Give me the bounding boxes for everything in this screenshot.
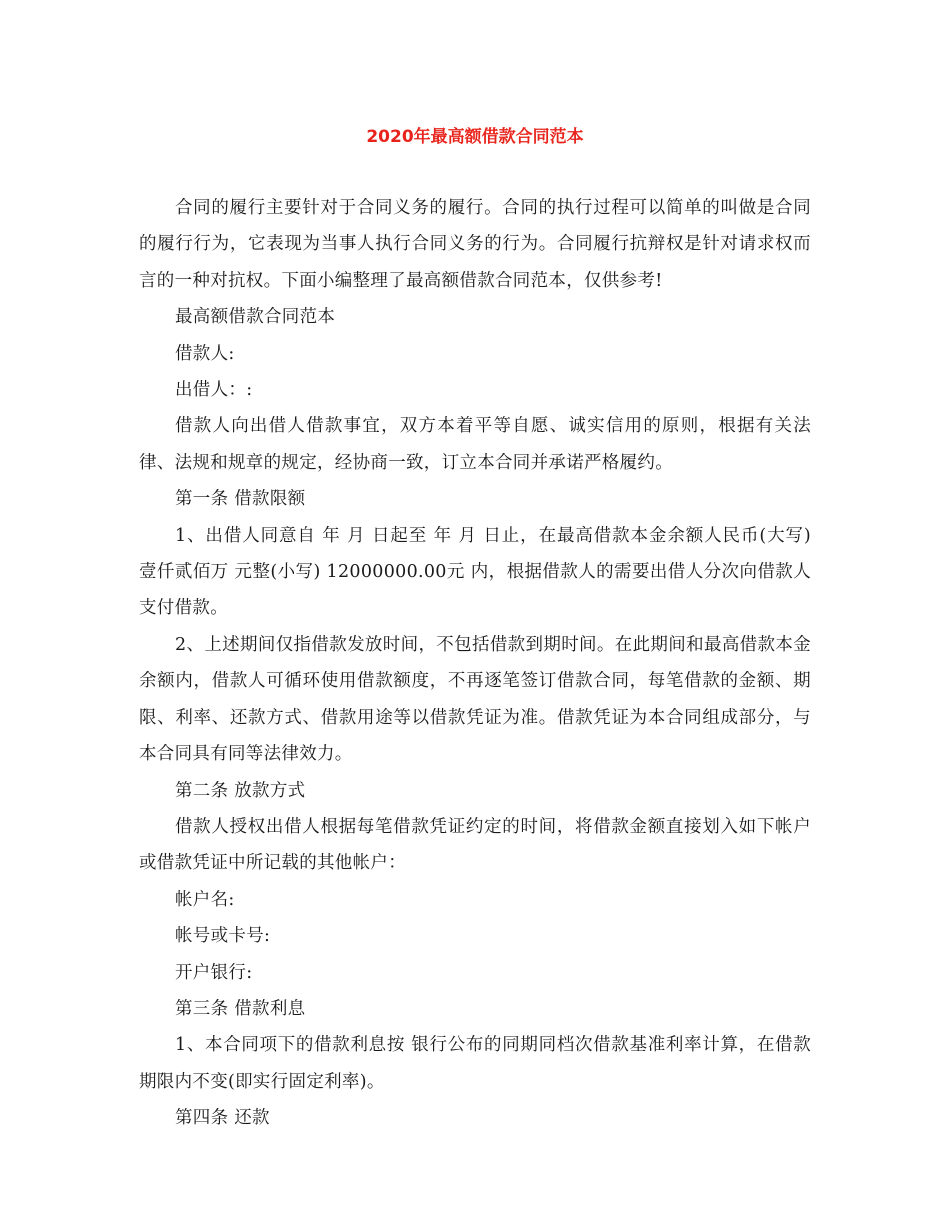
article-3-clause-1: 1、本合同项下的借款利息按 银行公布的同期同档次借款基准利率计算，在借款期限内不变(即实行固定利率)。 (139, 1035, 811, 1092)
lender-field: 出借人：: (175, 380, 253, 401)
document-title: 2020年最高额借款合同范本 (366, 127, 584, 147)
article-2-heading: 第二条 放款方式 (175, 780, 306, 801)
preamble-paragraph: 借款人向出借人借款事宜，双方本着平等自愿、诚实信用的原则，根据有关法律、法规和规章的规定，经协商一致，订立本合同并承诺严格履约。 (139, 416, 811, 473)
bank-field: 开户银行: (175, 962, 253, 983)
intro-paragraph: 合同的履行主要针对于合同义务的履行。合同的执行过程可以简单的叫做是合同的履行行为，它表现为当事人执行合同义务的行为。合同履行抗辩权是针对请求权而言的一种对抗权。下面小编整理了最高额借款合同范本，仅供参考! (139, 198, 811, 291)
document-body (139, 190, 811, 1137)
borrower-field: 借款人: (175, 343, 235, 364)
account-number-field: 帐号或卡号: (175, 926, 271, 947)
contract-heading: 最高额借款合同范本 (175, 307, 336, 328)
article-3-heading: 第三条 借款利息 (175, 998, 306, 1019)
account-name-field: 帐户名: (175, 889, 235, 910)
article-1-heading: 第一条 借款限额 (175, 489, 306, 510)
article-1-clause-2: 2、上述期间仅指借款发放时间，不包括借款到期时间。在此期间和最高借款本金余额内，借款人可循环使用借款额度，不再逐笔签订借款合同，每笔借款的金额、期限、利率、还款方式、借款用途等以借款凭证为准。借款凭证为本合同组成部分，与本合同具有同等法律效力。 (139, 634, 811, 765)
article-1-clause-1: 1、出借人同意自 年 月 日起至 年 月 日止，在最高借款本金余额人民币(大写) 壹仟贰佰万 元整(小写) 12000000.00元 内，根据借款人的需要出借人分次向借款人支付借款。 (139, 525, 811, 619)
article-4-heading: 第四条 还款 (175, 1108, 270, 1129)
article-2-paragraph: 借款人授权出借人根据每笔借款凭证约定的时间，将借款金额直接划入如下帐户或借款凭证中所记载的其他帐户： (139, 816, 811, 874)
